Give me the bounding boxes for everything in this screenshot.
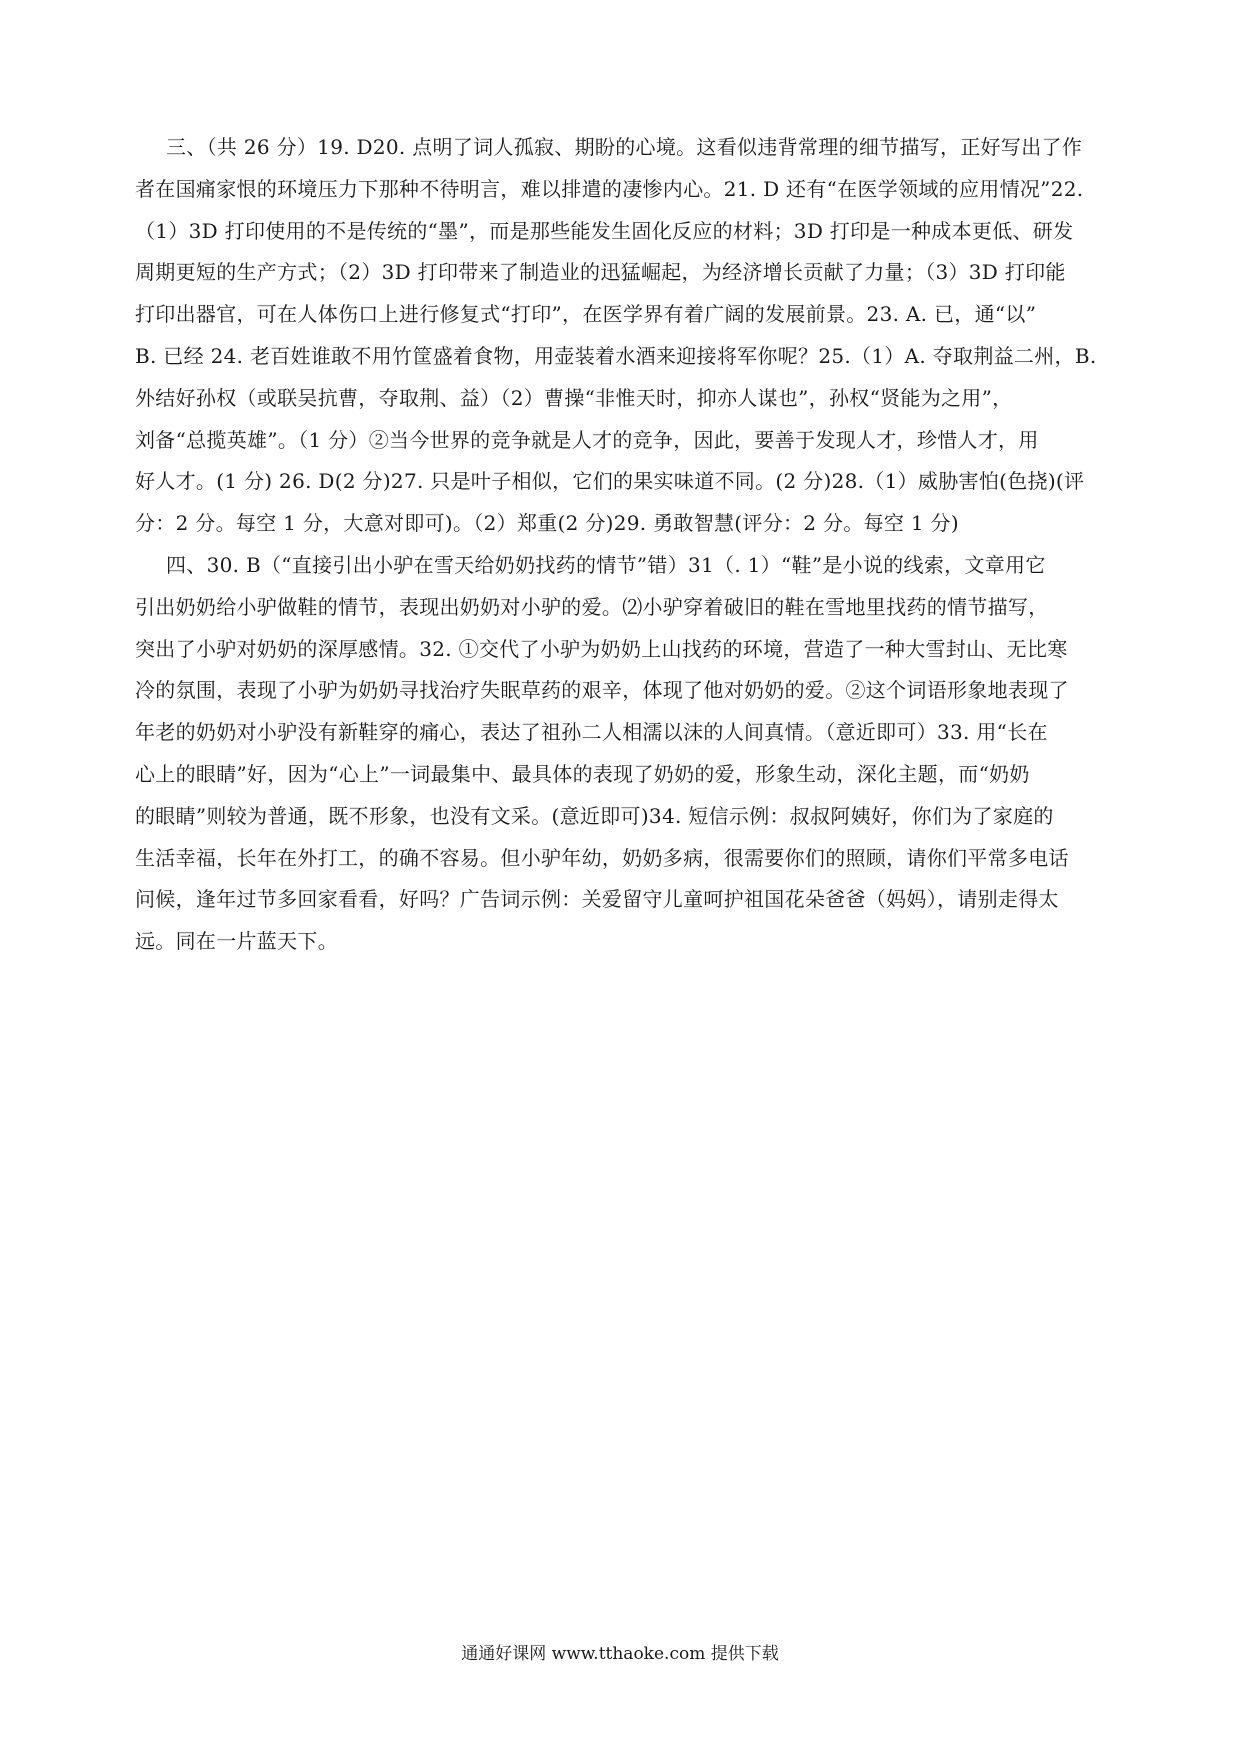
text-line: B. 已经 24. 老百姓谁敢不用竹筐盛着食物，用壶装着水酒来迎接将军你呢？25.（1）A. 夺取荆益二州，B. (135, 343, 1097, 368)
text-line: 心上的眼睛”好，因为“心上”一词最集中、最具体的表现了奶奶的爱，形象生动，深化主题，而“奶奶 (135, 761, 1030, 786)
text-line: 的眼睛”则较为普通，既不形象，也没有文采。(意近即可)34. 短信示例：叔叔阿姨好，你们为了家庭的 (135, 803, 1054, 828)
text-line: 好人才。(1 分) 26. D(2 分)27. 只是叶子相似，它们的果实味道不同。(2 分)28.（1）威胁害怕(色挠)(评 (135, 469, 1085, 494)
text-line: 三、（共 26 分）19. D20. 点明了词人孤寂、期盼的心境。这看似违背常理的细节描写，正好写出了作 (166, 135, 1083, 159)
text-line: 打印出器官，可在人体伤口上进行修复式“打印”，在医学界有着广阔的发展前景。23. A. 已，通“以” (135, 302, 1037, 327)
text-line: 年老的奶奶对小驴没有新鞋穿的痛心，表达了祖孙二人相濡以沫的人间真情。（意近即可）33. 用“长在 (135, 720, 1048, 745)
text-line: 生活幸福，长年在外打工，的确不容易。但小驴年幼，奶奶多病，很需要你们的照顾，请你们平常多电话 (135, 845, 1069, 870)
text-line: 远。同在一片蓝天下。 (135, 929, 338, 954)
text-line: 问候，逢年过节多回家看看，好吗？广告词示例：关爱留守儿童呵护祖国花朵爸爸（妈妈），请别走得太 (135, 887, 1059, 912)
paragraph-section-four (135, 545, 1130, 963)
text-line: 者在国痛家恨的环境压力下那种不待明言，难以排遣的凄惨内心。21. D 还有“在医学领域的应用情况”22. (135, 176, 1084, 201)
text-line: 刘备“总揽英雄”。（1 分）②当今世界的竞争就是人才的竞争，因此，要善于发现人才，珍惜人才，用 (135, 427, 1039, 452)
text-line: 分：2 分。每空 1 分，大意对即可)。（2）郑重(2 分)29. 勇敢智慧(评分：2 分。每空 1 分) (135, 511, 959, 536)
text-line: 周期更短的生产方式；（2）3D 打印带来了制造业的迅猛崛起，为经济增长贡献了力量；（3）3D 打印能 (135, 260, 1066, 285)
text-line: 外结好孙权（或联吴抗曹，夺取荆、益）（2）曹操“非惟天时，抑亦人谋也”，孙权“贤能为之用”， (135, 385, 1013, 410)
text-line: 四、30. B（“直接引出小驴在雪天给奶奶找药的情节”错）31（. 1）“鞋”是小说的线索，文章用它 (166, 552, 1046, 577)
text-line: 突出了小驴对奶奶的深厚感情。32. ①交代了小驴为奶奶上山找药的环境，营造了一种大雪封山、无比寒 (135, 636, 1068, 661)
text-line: 引出奶奶给小驴做鞋的情节，表现出奶奶对小驴的爱。⑵小驴穿着破旧的鞋在雪地里找药的情节描写， (135, 594, 1049, 619)
page-footer: 通通好课网 www.tthaoke.com 提供下载 (461, 1644, 779, 1664)
paragraph-section-three (135, 127, 1130, 545)
answer-text (135, 127, 1130, 963)
text-line: （1）3D 打印使用的不是传统的“墨”，而是那些能发生固化反应的材料；3D 打印是一种成本更低、研发 (135, 218, 1074, 243)
text-line: 冷的氛围，表现了小驴为奶奶寻找治疗失眠草药的艰辛，体现了他对奶奶的爱。②这个词语形象地表现了 (135, 678, 1069, 703)
